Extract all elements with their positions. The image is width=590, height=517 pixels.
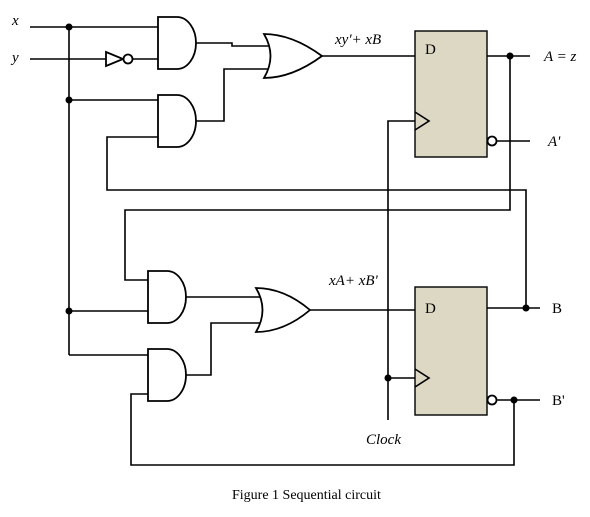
junction-dot bbox=[66, 97, 73, 104]
bottom-ff-d-label: D bbox=[425, 301, 436, 317]
and2-out-wire bbox=[196, 69, 270, 121]
top-d-expression: xy'+ xB bbox=[335, 32, 382, 48]
junction-dot bbox=[523, 305, 530, 312]
inversion-bubble bbox=[488, 137, 497, 146]
and-gate-2 bbox=[158, 95, 196, 147]
or-gate-2 bbox=[256, 288, 310, 332]
output-b-label: B bbox=[552, 301, 563, 317]
junction-dot bbox=[66, 308, 73, 315]
input-x-label: x bbox=[12, 13, 19, 29]
or-gate-1 bbox=[264, 34, 322, 78]
and-gate-4 bbox=[148, 349, 186, 401]
output-a-label: A = z bbox=[544, 49, 577, 65]
junction-dot bbox=[66, 24, 73, 31]
top-ff-d-label: D bbox=[425, 42, 436, 58]
junction-dot bbox=[511, 397, 518, 404]
output-a-not-label: A' bbox=[548, 134, 561, 150]
not-gate bbox=[106, 52, 133, 66]
figure-caption: Figure 1 Sequential circuit bbox=[232, 488, 381, 503]
inversion-bubble bbox=[488, 396, 497, 405]
and1-out-wire bbox=[196, 43, 270, 46]
junction-dot bbox=[385, 375, 392, 382]
clock-label: Clock bbox=[366, 432, 401, 448]
junction-dot bbox=[507, 53, 514, 60]
and-gate-1 bbox=[158, 17, 196, 69]
and-gate-3 bbox=[148, 271, 186, 323]
and4-out-wire bbox=[186, 323, 262, 375]
bottom-d-expression: xA+ xB' bbox=[329, 273, 378, 289]
clock-wire-top bbox=[388, 121, 415, 420]
output-b-not-label: B' bbox=[552, 393, 565, 409]
input-y-label: y bbox=[12, 50, 19, 66]
